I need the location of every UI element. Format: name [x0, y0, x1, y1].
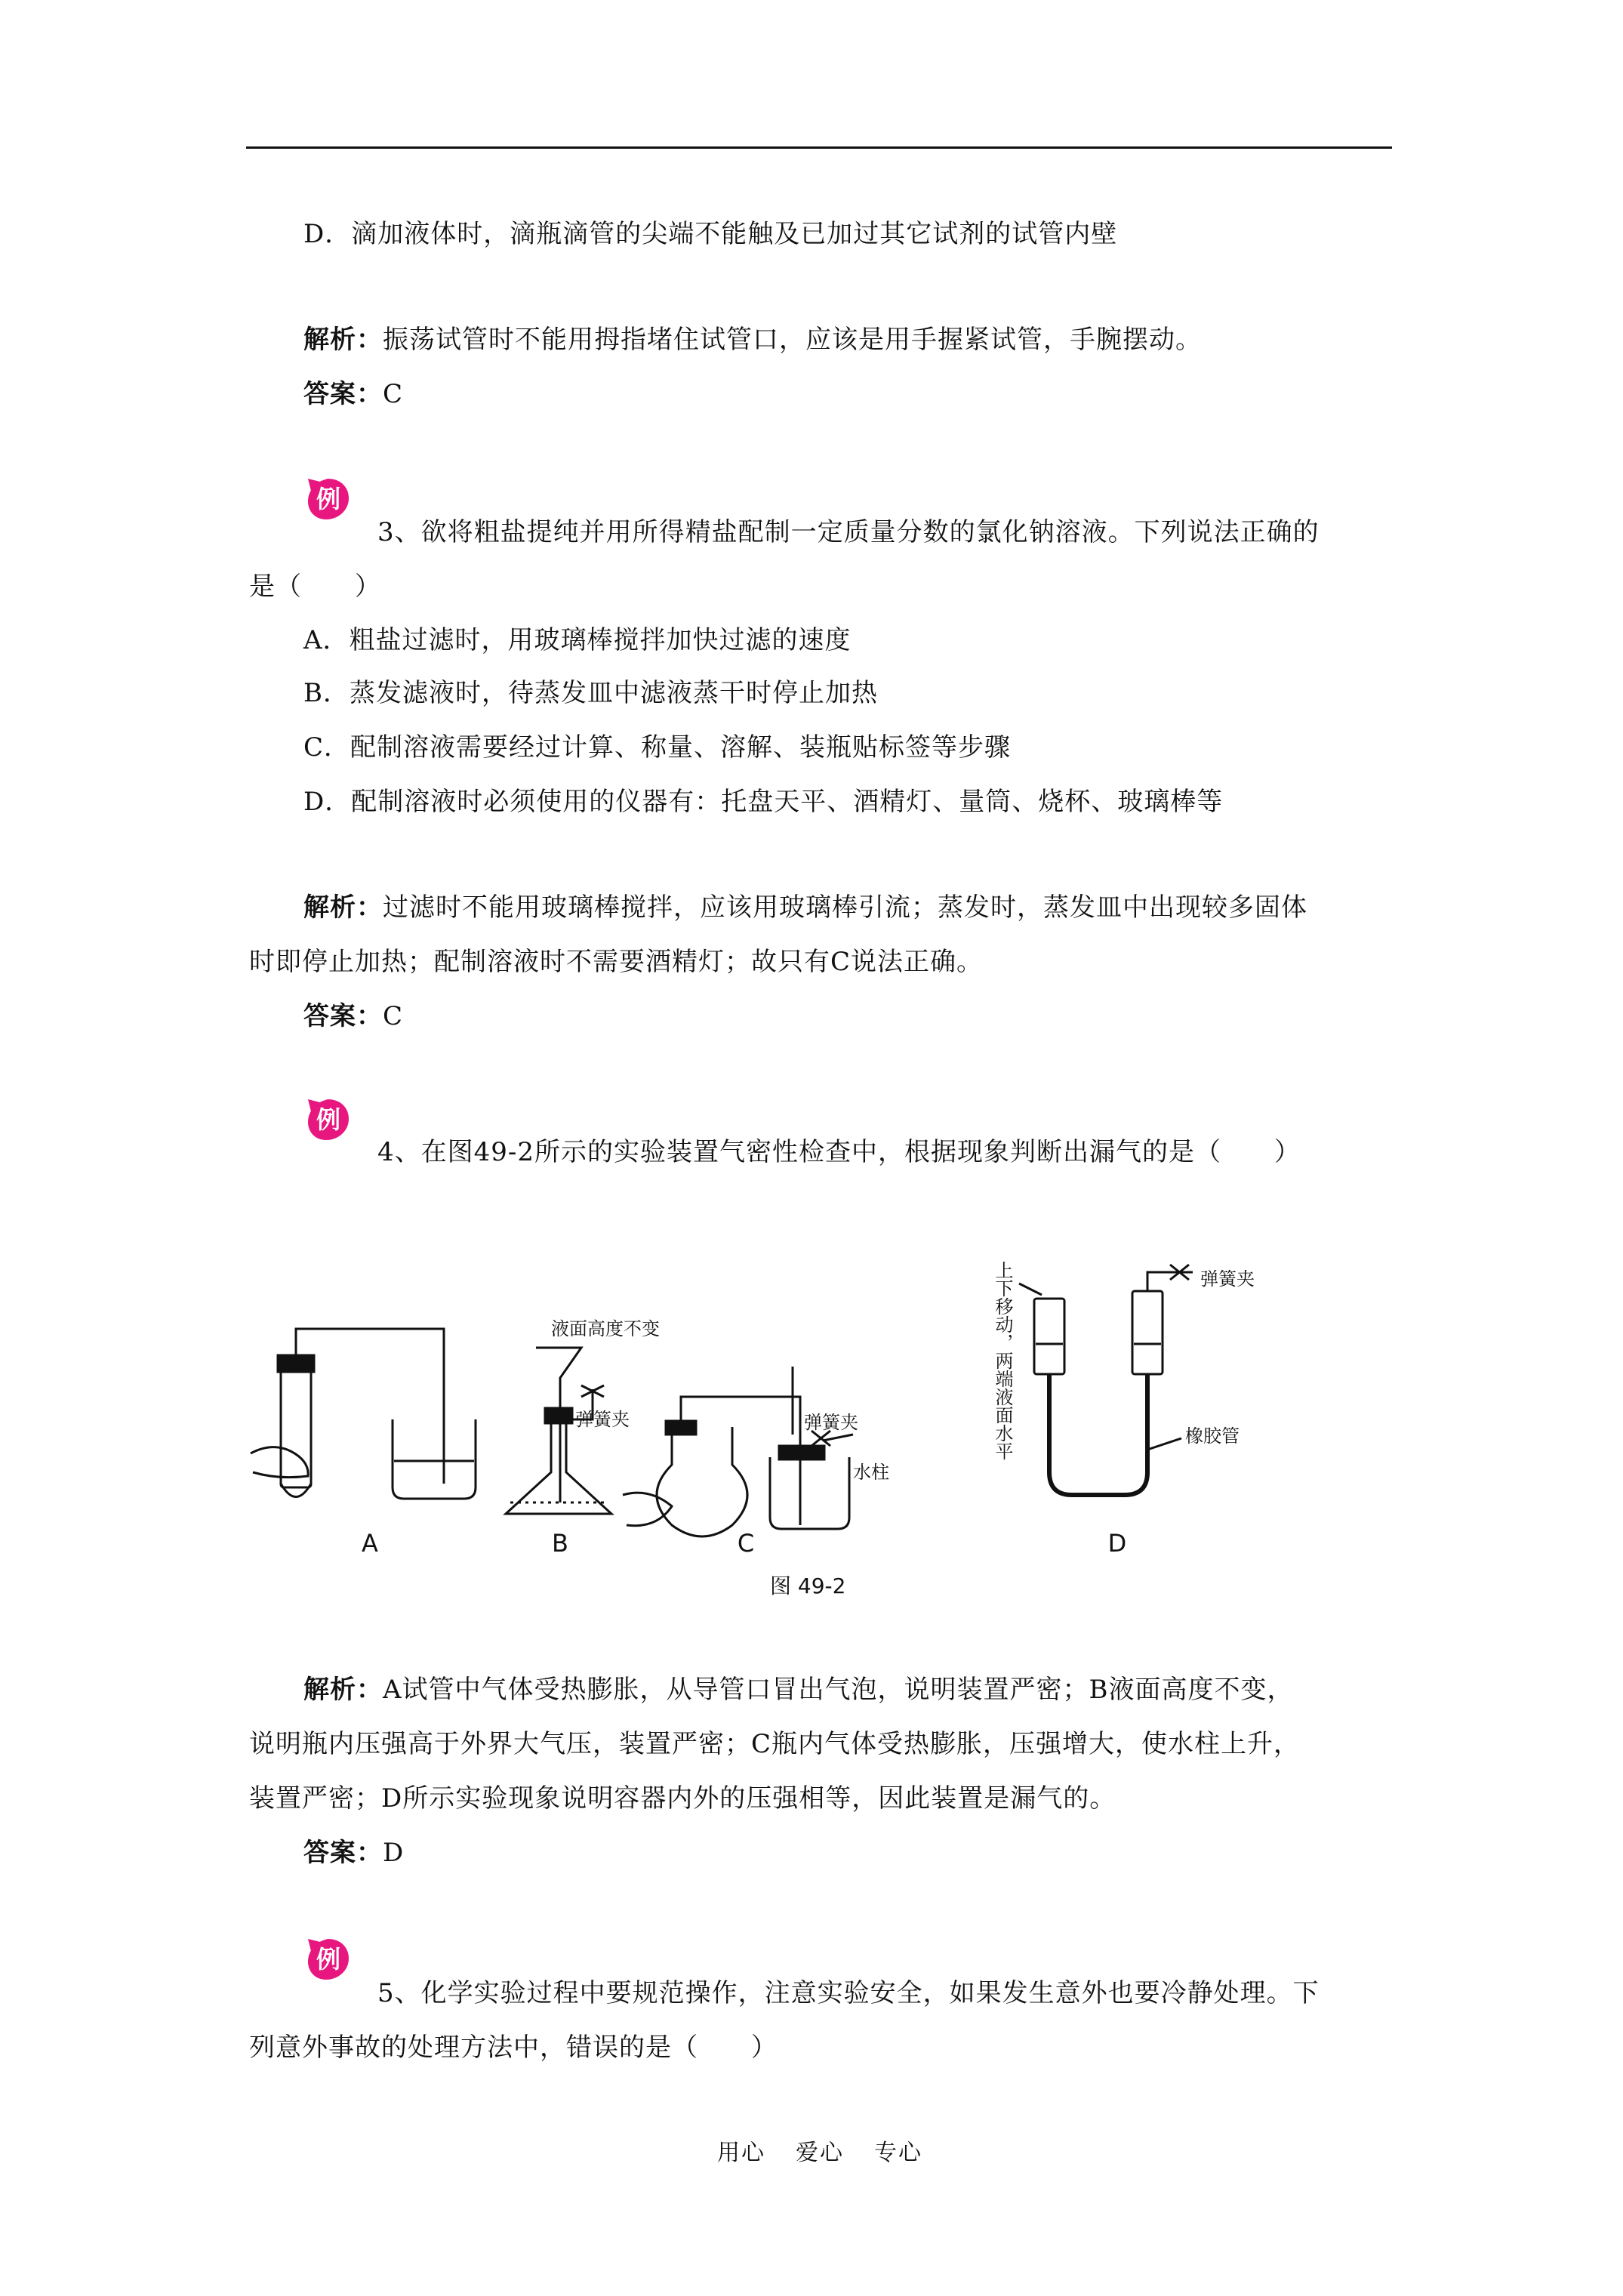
q2-option-d: D．滴加液体时，滴瓶滴管的尖端不能触及已加过其它试剂的试管内壁: [303, 219, 1118, 249]
figure-caption: 图 49-2: [770, 1573, 846, 1598]
c-flask: [657, 1427, 747, 1536]
q3-stem-line2: 是（ ）: [249, 572, 381, 602]
panel-label-b: B: [552, 1529, 568, 1558]
a-beaker: [393, 1419, 476, 1499]
b-top-label: 液面高度不变: [551, 1318, 660, 1339]
q4-analysis-line2: 说明瓶内压强高于外界大气压，装置严密；C瓶内气体受热膨胀，压强增大，使水柱上升，: [249, 1729, 1301, 1759]
example-badge-icon: [303, 1934, 352, 1983]
answer-label: 答案：: [303, 379, 383, 409]
q3-option-d: D．配制溶液时必须使用的仪器有：托盘天平、酒精灯、量筒、烧杯、玻璃棒等: [303, 787, 1224, 817]
example-badge-text: 例: [316, 1105, 341, 1134]
q4-analysis-line3: 装置严密；D所示实验现象说明容器内外的压强相等，因此装置是漏气的。: [249, 1783, 1116, 1814]
q5-stem-line1: 5、化学实验过程中要规范操作，注意实验安全，如果发生意外也要冷静处理。下: [377, 1978, 1320, 2008]
c-delivery-tube: [681, 1397, 800, 1525]
page-footer: [717, 2134, 953, 2167]
answer-label: 答案：: [303, 1838, 383, 1868]
analysis-text: 振荡试管时不能用拇指堵住试管口，应该是用手握紧试管，手腕摆动。: [383, 325, 1202, 355]
d-tube-label: 橡胶管: [1185, 1425, 1240, 1447]
d-top-tube: [1147, 1272, 1193, 1291]
q2-analysis: [303, 325, 1202, 355]
q2-answer: [303, 379, 403, 409]
c-bottle-stopper: [779, 1446, 824, 1459]
d-tube-pointer: [1147, 1438, 1181, 1450]
d-right-tube: [1132, 1291, 1163, 1374]
q4-analysis-line1: [303, 1675, 1294, 1705]
c-clamp-label: 弹簧夹: [804, 1412, 858, 1433]
example-badge-icon: [303, 1095, 352, 1143]
c-water-label: 水柱: [853, 1462, 889, 1483]
analysis-label: 解析：: [303, 1675, 383, 1705]
answer-value: C: [383, 379, 404, 409]
q3-answer: [303, 1001, 403, 1031]
b-flask: [506, 1416, 611, 1514]
example-badge-text: 例: [316, 1945, 341, 1974]
q3-analysis-line2: 时即停止加热；配制溶液时不需要酒精灯；故只有C说法正确。: [249, 947, 984, 977]
q3-option-b: B．蒸发滤液时，待蒸发皿中滤液蒸干时停止加热: [303, 678, 878, 708]
d-clamp-label: 弹簧夹: [1200, 1268, 1255, 1290]
a-tube-bottom: [281, 1484, 311, 1497]
d-rubber-tube: [1049, 1374, 1147, 1495]
q3-option-a: A．粗盐过滤时，用玻璃棒搅拌加快过滤的速度: [303, 625, 852, 655]
q3-analysis-line1: [303, 892, 1307, 923]
analysis-text: A试管中气体受热膨胀，从导管口冒出气泡，说明装置严密；B液面高度不变，: [383, 1675, 1294, 1705]
b-clamp-label: 弹簧夹: [575, 1409, 630, 1430]
q5-stem-line2: 列意外事故的处理方法中，错误的是（ ）: [249, 2032, 778, 2063]
q4-answer: [303, 1838, 404, 1868]
answer-value: C: [383, 1001, 404, 1031]
a-stopper: [278, 1355, 314, 1372]
analysis-text: 过滤时不能用玻璃棒搅拌，应该用玻璃棒引流；蒸发时，蒸发皿中出现较多固体: [383, 892, 1307, 923]
answer-label: 答案：: [303, 1001, 383, 1031]
q3-stem-line1: 3、欲将粗盐提纯并用所得精盐配制一定质量分数的氯化钠溶液。下列说法正确的: [377, 517, 1320, 547]
c-clamp-icon: [812, 1431, 853, 1446]
footer-item: 爱心: [796, 2140, 844, 2166]
q4-stem: 4、在图49-2所示的实验装置气密性检查中，根据现象判断出漏气的是（ ）: [377, 1137, 1301, 1167]
footer-item: 用心: [717, 2140, 765, 2166]
c-hand: [623, 1493, 672, 1526]
q3-option-c: C．配制溶液需要经过计算、称量、溶解、装瓶贴标签等步骤: [303, 732, 1012, 763]
c-bottle: [770, 1457, 849, 1529]
a-hand: [251, 1447, 308, 1478]
d-vertical-label: 上下移动，两端液面水平: [992, 1261, 1013, 1460]
panel-label-d: D: [1107, 1529, 1127, 1558]
example-badge-text: 例: [316, 485, 341, 513]
d-left-tube: [1034, 1299, 1064, 1374]
header-rule: [246, 146, 1392, 149]
b-stopper: [545, 1408, 572, 1423]
figure-49-2: [249, 1253, 1366, 1608]
panel-label-c: C: [737, 1529, 755, 1558]
panel-label-a: A: [362, 1529, 378, 1558]
example-badge-icon: [303, 474, 352, 522]
c-stopper: [666, 1421, 696, 1435]
d-pointer: [1019, 1284, 1042, 1295]
footer-item: 专心: [874, 2140, 922, 2166]
answer-value: D: [383, 1838, 405, 1868]
analysis-label: 解析：: [303, 892, 383, 923]
analysis-label: 解析：: [303, 325, 383, 355]
